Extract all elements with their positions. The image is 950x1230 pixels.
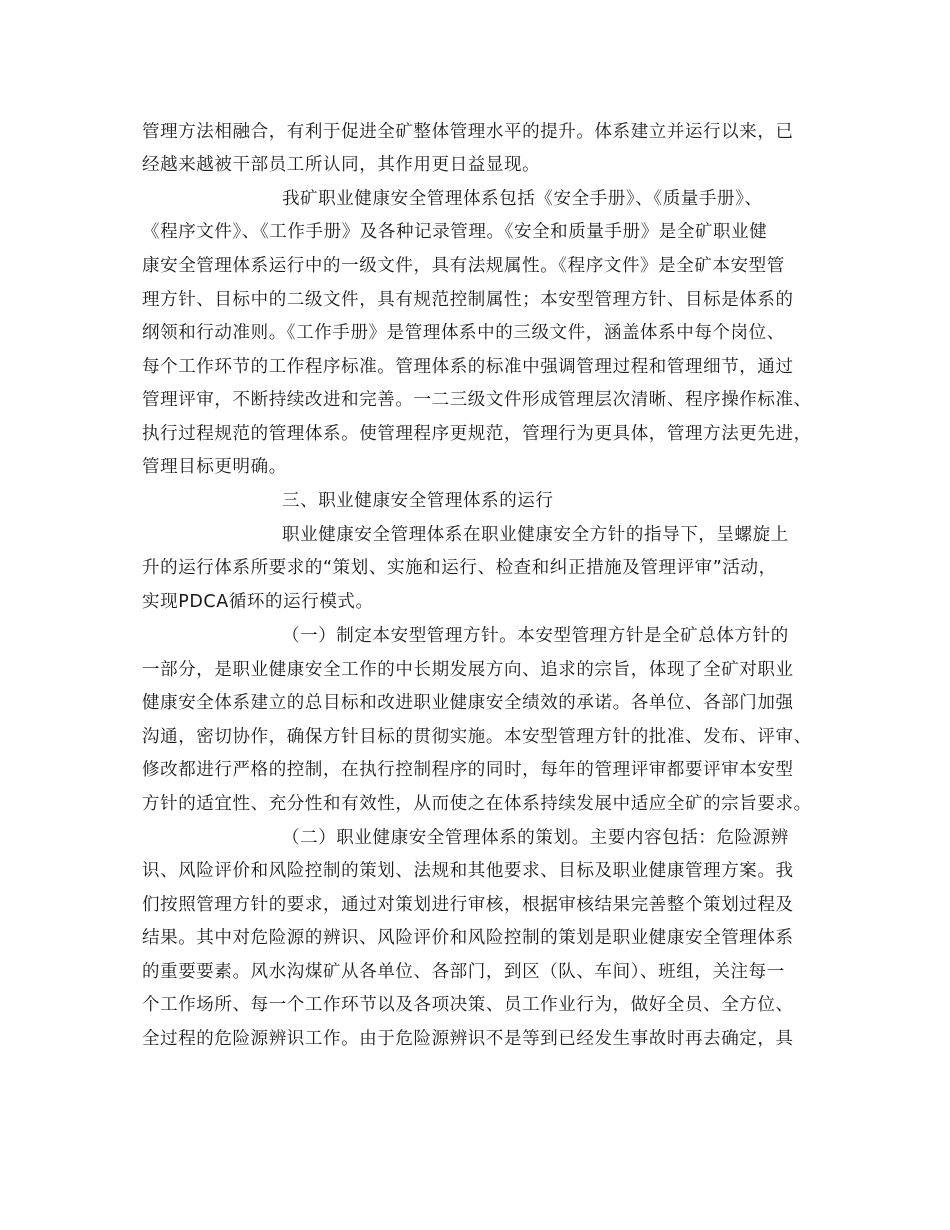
text-line-2: 经越来越被干部员工所认同，其作用更日益显现。 [142, 155, 541, 175]
text-line-25: 结果。其中对危险源的辨识、风险评价和风险控制的策划是职业健康安全管理体系 [142, 928, 794, 948]
text-line-16: （一）制定本安型管理方针。本安型管理方针是全矿总体方针的 [282, 626, 789, 646]
text-line-17: 一部分，是职业健康安全工作的中长期发展方向、追求的宗旨，体现了全矿对职业 [142, 660, 794, 680]
text-line-5: 康安全管理体系运行中的一级文件，具有法规属性。《程序文件》是全矿本安型管 [142, 256, 785, 276]
text-line-23: 识、风险评价和风险控制的策划、法规和其他要求、目标及职业健康管理方案。我 [142, 861, 794, 881]
text-line-20: 修改都进行严格的控制，在执行控制程序的同时，每年的管理评审都要评审本安型 [142, 760, 794, 780]
text-line-13: 职业健康安全管理体系在职业健康安全方针的指导下，呈螺旋上 [282, 525, 789, 545]
text-line-19: 沟通，密切协作，确保方针目标的贯彻实施。本安型管理方针的批准、发布、评审、 [142, 727, 812, 747]
text-line-14: 升的运行体系所要求的“策划、实施和运行、检查和纠正措施及管理评审”活动， [142, 558, 777, 578]
text-line-6: 理方针、目标中的二级文件，具有规范控制属性；本安型管理方针、目标是体系的 [142, 290, 794, 310]
text-line-15: 实现PDCA循环的运行模式。 [142, 592, 374, 612]
text-line-7: 纲领和行动准则。《工作手册》是管理体系中的三级文件，涵盖体系中每个岗位、 [142, 323, 785, 343]
text-line-1: 管理方法相融合，有利于促进全矿整体管理水平的提升。体系建立并运行以来，已 [142, 122, 794, 142]
text-line-9: 管理评审，不断持续改进和完善。一二三级文件形成管理层次清晰、程序操作标准、 [142, 390, 812, 410]
text-line-8: 每个工作环节的工作程序标准。管理体系的标准中强调管理过程和管理细节，通过 [142, 357, 794, 377]
text-line-11: 管理目标更明确。 [142, 457, 287, 477]
text-line-22: （二）职业健康安全管理体系的策划。主要内容包括：危险源辨 [282, 828, 789, 848]
text-line-24: 们按照管理方针的要求，通过对策划进行审核，根据审核结果完善整个策划过程及 [142, 895, 794, 915]
text-line-27: 个工作场所、每一个工作环节以及各项决策、员工作业行为，做好全员、全方位、 [142, 995, 794, 1015]
text-line-10: 执行过程规范的管理体系。使管理程序更规范，管理行为更具体，管理方法更先进， [142, 424, 812, 444]
section-heading: 三、职业健康安全管理体系的运行 [282, 491, 554, 511]
text-line-4: 《程序文件》、《工作手册》及各种记录管理。《安全和质量手册》是全矿职业健 [142, 222, 768, 242]
text-line-21: 方针的适宜性、充分性和有效性，从而使之在体系持续发展中适应全矿的宗旨要求。 [142, 794, 812, 814]
text-line-18: 健康安全体系建立的总目标和改进职业健康安全绩效的承诺。各单位、各部门加强 [142, 693, 794, 713]
text-line-26: 的重要要素。风水沟煤矿从各单位、各部门，到区（队、车间）、班组，关注每一 [142, 962, 785, 982]
text-line-28: 全过程的危险源辨识工作。由于危险源辨识不是等到已经发生事故时再去确定，具 [142, 1029, 794, 1049]
text-line-3: 我矿职业健康安全管理体系包括《安全手册》、《质量手册》、 [282, 189, 763, 209]
